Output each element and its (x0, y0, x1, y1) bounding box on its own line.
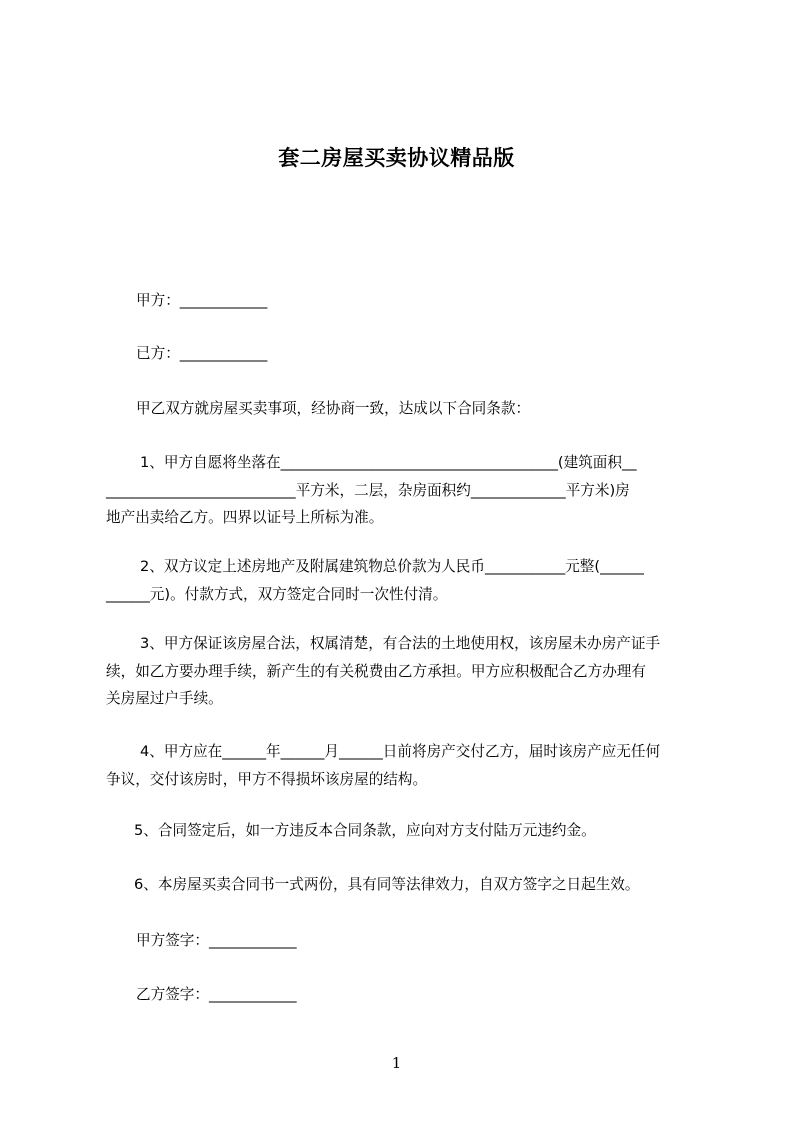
clause-2-line-1: 2、双方议定上述房地产及附属建筑物总价款为人民币___________元整(______ (140, 558, 644, 575)
document-title: 套二房屋买卖协议精品版 (278, 146, 515, 170)
party-b-signature-line: 乙方签字：____________ (136, 986, 297, 1003)
page-number: 1 (391, 1054, 402, 1072)
party-a-signature-line: 甲方签字：____________ (136, 932, 297, 949)
clause-3-line-1: 3、甲方保证该房屋合法，权属清楚，有合法的土地使用权，该房屋未办房产证手 (140, 635, 661, 652)
clause-1-line-1: 1、甲方自愿将坐落在______________________________________(建筑面积__ (140, 454, 637, 471)
intro-paragraph: 甲乙双方就房屋买卖事项，经协商一致，达成以下合同条款： (136, 400, 531, 417)
clause-3 (106, 630, 706, 713)
clause-1-line-3: 地产出卖给乙方。四界以证号上所标为准。 (106, 509, 384, 526)
clause-4-line-1: 4、甲方应在______年______月______日前将房产交付乙方，届时该房产应无任何 (140, 743, 661, 760)
clause-5 (106, 817, 706, 845)
party-b-line: 已方：____________ (136, 345, 268, 362)
clause-1-line-2: __________________________平方米，二层，杂房面积约_____________平方米)房 (106, 481, 630, 499)
clause-3-line-3: 关房屋过户手续。 (106, 690, 223, 707)
clause-3-line-2: 续，如乙方要办理手续，新产生的有关税费由乙方承担。甲方应积极配合乙方办理有 (106, 662, 646, 680)
clause-6 (106, 871, 706, 899)
clause-6-line-1: 6、本房屋买卖合同书一式两份，具有同等法律效力，自双方签字之日起生效。 (134, 876, 640, 893)
clause-5-line-1: 5、合同签定后，如一方违反本合同条款，应向对方支付陆万元违约金。 (134, 822, 596, 839)
clause-1 (106, 449, 706, 532)
clause-4-line-2: 争议，交付该房时，甲方不得损坏该房屋的结构。 (106, 770, 428, 788)
party-a-line: 甲方：____________ (136, 292, 268, 309)
clause-2-line-2: ______元)。付款方式，双方签定合同时一次性付清。 (106, 585, 448, 603)
clause-2 (106, 553, 706, 608)
clause-4 (106, 738, 706, 793)
